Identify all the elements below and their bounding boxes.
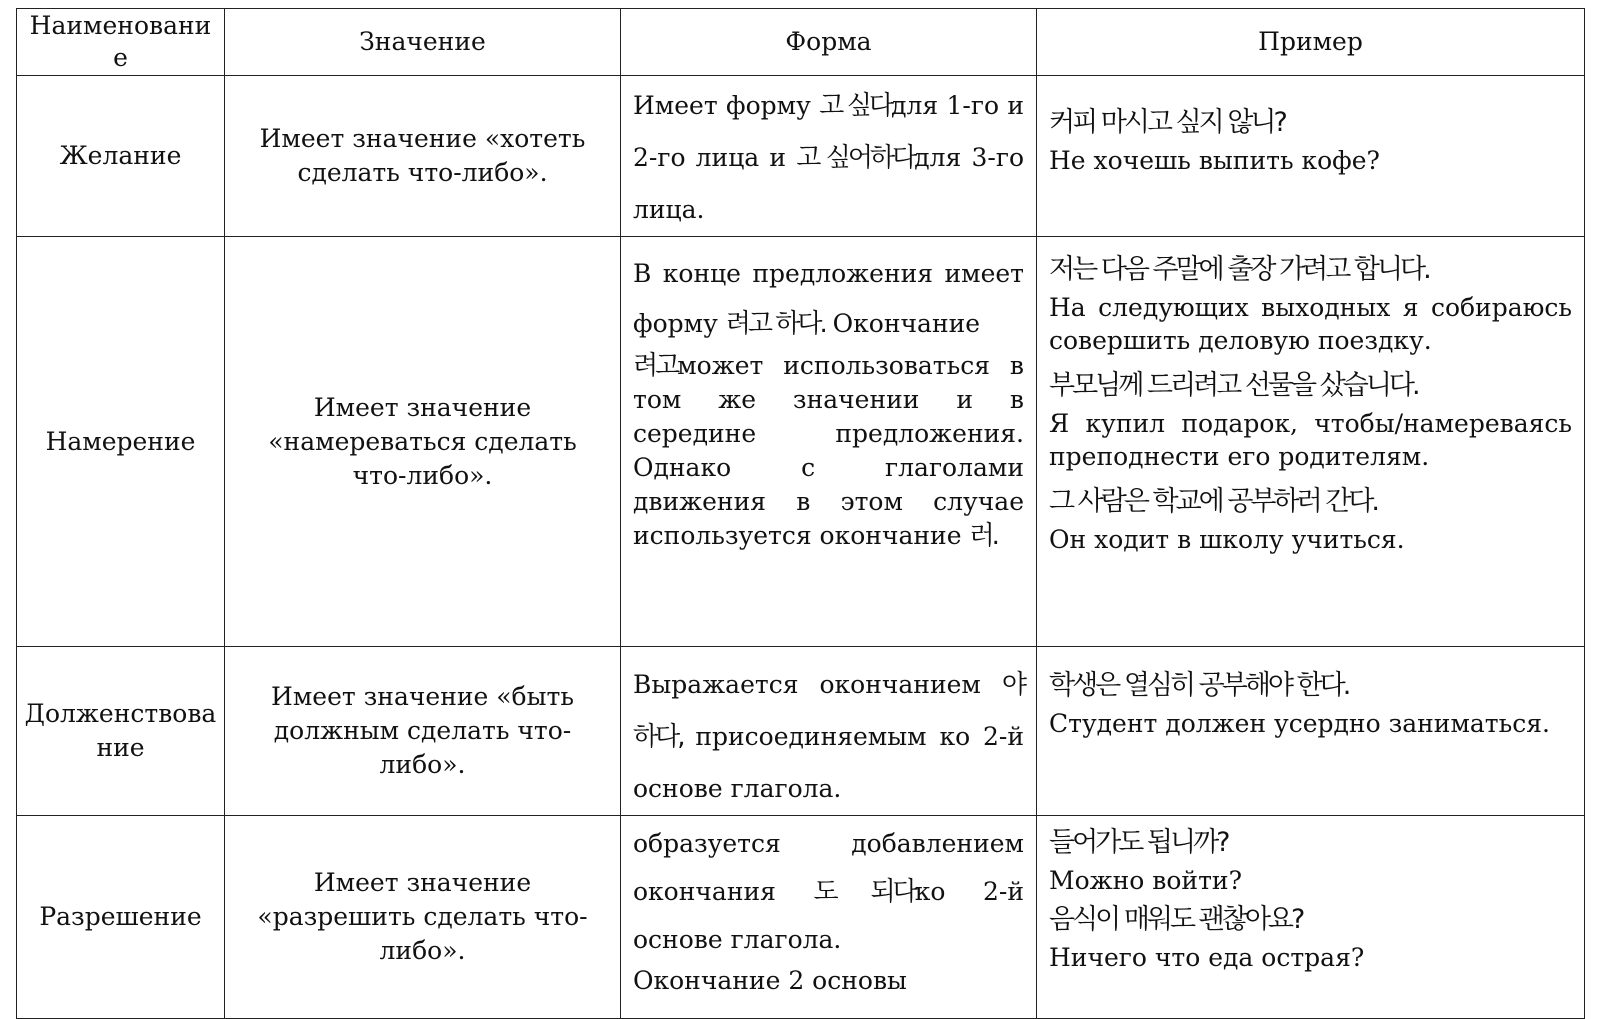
example-korean: 그 사람은 학교에 공부하러 간다. [1049,486,1377,517]
form-text: для 1-го и 2-го лица и [633,91,1024,172]
document-page [16,8,1584,988]
example-russian: На следующих выходных я собираюсь совершить деловую поездку. [1049,293,1572,355]
example-korean: 들어가도 됩니까? [1049,827,1228,858]
example-russian: Студент должен усердно заниматься. [1049,709,1550,738]
table-row [17,237,1585,647]
row-name: Долженствование [17,647,225,816]
row-meaning: Имеет значение «хотеть сделать что-либо». [225,76,621,237]
example-korean: 커피 마시고 싶지 않니? [1049,107,1285,138]
form-korean: 려고 하다. [725,309,825,339]
table-row [17,816,1585,1019]
form-text: Окончание [824,309,981,338]
header-form: Форма [621,9,1037,76]
grammar-table [16,8,1585,1019]
example-russian: Он ходит в школу учиться. [1049,525,1405,554]
form-korean: 야 하다, [633,670,1024,752]
row-example [1037,237,1585,647]
form-text: Окончание 2 основы [633,966,907,990]
form-text: Выражается окончанием [633,670,1002,699]
example-korean: 저는 다음 주말에 출장 가려고 합니다. [1049,254,1429,285]
row-example [1037,816,1585,1019]
row-name: Намерение [17,237,225,647]
row-meaning: Имеет значение «быть должным сделать что-либо». [225,647,621,816]
header-example: Пример [1037,9,1585,76]
example-russian: Я купил подарок, чтобы/намереваясь преподнести его родителям. [1049,409,1572,471]
table-row [17,76,1585,237]
form-text: может использоваться в том же значении и в середине предложения. Однако с глаголами движения в этом случае используется окончание [633,351,1024,550]
header-name: Наименовани е [17,9,225,76]
form-korean: 고 싶다 [819,91,892,121]
form-text: ко 2-й основе глагола. [633,877,1024,954]
example-korean: 음식이 매워도 괜찮아요? [1049,904,1303,935]
example-korean: 학생은 열심히 공부해야 한다. [1049,670,1349,701]
form-text: В конце предложения имеет форму [633,259,1024,338]
header-row [17,9,1585,76]
row-example [1037,76,1585,237]
example-russian: Ничего что еда острая? [1049,943,1365,972]
form-text: для 3-го лица. [633,143,1024,224]
form-text: Имеет форму [633,91,820,120]
form-text: образуется добавлением окончания [633,829,1024,906]
form-korean: 러. [969,521,997,551]
header-meaning: Значение [225,9,621,76]
row-form [621,816,1037,1019]
row-name: Желание [17,76,225,237]
row-meaning: Имеет значение «намереваться сделать что-либо». [225,237,621,647]
form-korean: 도 되다 [813,877,915,907]
example-russian: Не хочешь выпить кофе? [1049,146,1380,175]
row-form [621,76,1037,237]
row-name: Разрешение [17,816,225,1019]
row-form [621,647,1037,816]
example-korean: 부모님께 드리려고 선물을 샀습니다. [1049,370,1418,401]
example-russian: Можно войти? [1049,866,1242,895]
table-row [17,647,1585,816]
form-text: присоединяемым ко 2-й основе глагола. [633,722,1024,803]
row-example [1037,647,1585,816]
form-korean: 고 싶어하다 [796,143,915,173]
row-meaning: Имеет значение «разрешить сделать что-либо». [225,816,621,1019]
form-korean: 려고 [633,351,678,381]
row-form [621,237,1037,647]
